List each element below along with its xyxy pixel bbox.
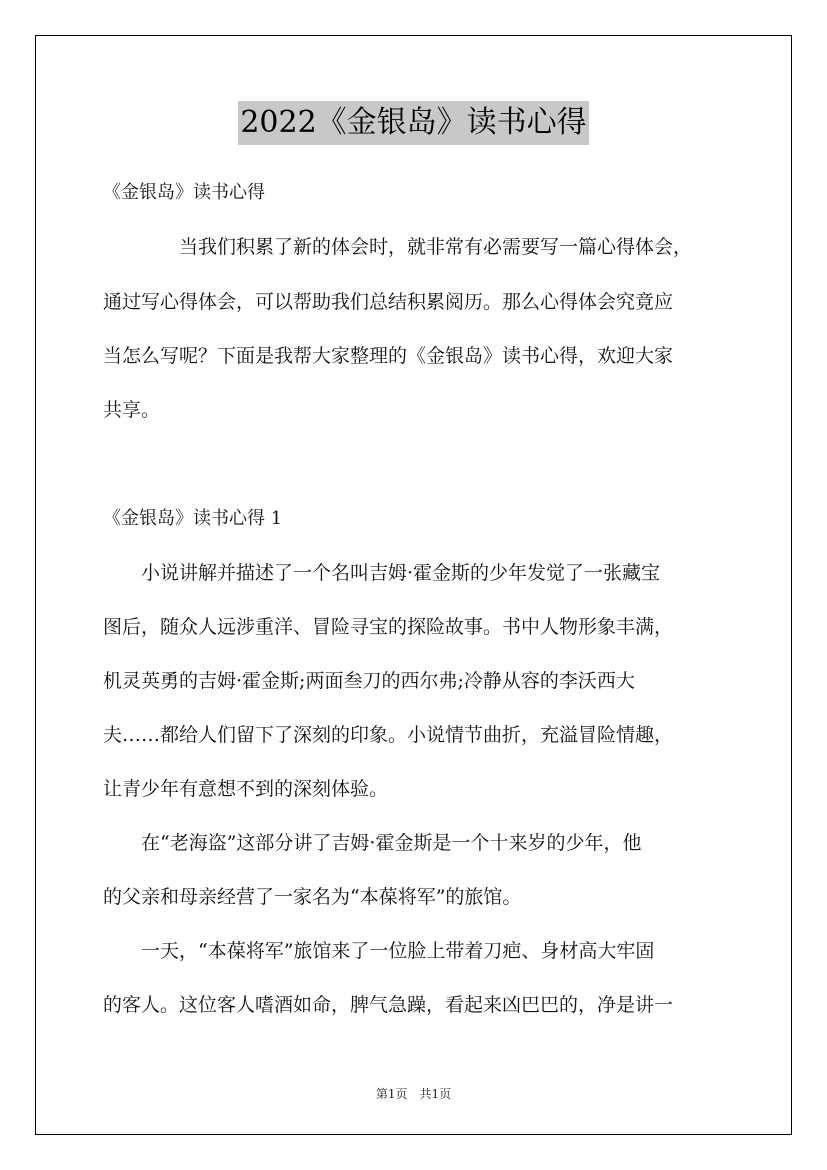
body-line: 让青少年有意想不到的深刻体验。 — [103, 778, 389, 800]
body-line: 在“老海盗”这部分讲了吉姆·霍金斯是一个十来岁的少年，他 — [103, 832, 642, 854]
body-line: 一天，“本葆将军”旅馆来了一位脸上带着刀疤、身材高大牢固 — [103, 940, 655, 962]
intro-line: 当我们积累了新的体会时，就非常有必需要写一篇心得体会， — [103, 236, 693, 258]
title-container — [0, 101, 827, 145]
body-line: 夫……都给人们留下了深刻的印象。小说情节曲折，充溢冒险情趣， — [103, 724, 674, 746]
body-line: 的客人。这位客人嗜酒如命，脾气急躁，看起来凶巴巴的，净是讲一 — [103, 994, 674, 1016]
body-line: 机灵英勇的吉姆·霍金斯;两面叁刀的西尔弗;冷静从容的李沃西大 — [103, 670, 635, 692]
document-title: 2022《金银岛》读书心得 — [238, 101, 588, 145]
intro-line: 共享。 — [103, 399, 161, 421]
intro-line: 当怎么写呢？下面是我帮大家整理的《金银岛》读书心得，欢迎大家 — [103, 345, 674, 367]
page-number-footer: 第1页 共1页 — [375, 1087, 452, 1101]
body-line: 图后，随众人远涉重洋、冒险寻宝的探险故事。书中人物形象丰满， — [103, 616, 674, 638]
section-heading: 《金银岛》读书心得 1 — [103, 508, 283, 529]
intro-line: 通过写心得体会，可以帮助我们总结积累阅历。那么心得体会究竟应 — [103, 291, 674, 313]
subheading: 《金银岛》读书心得 — [103, 182, 265, 203]
body-line: 小说讲解并描述了一个名叫吉姆·霍金斯的少年发觉了一张藏宝 — [103, 562, 661, 584]
body-line: 的父亲和母亲经营了一家名为“本葆将军”的旅馆。 — [103, 886, 522, 908]
